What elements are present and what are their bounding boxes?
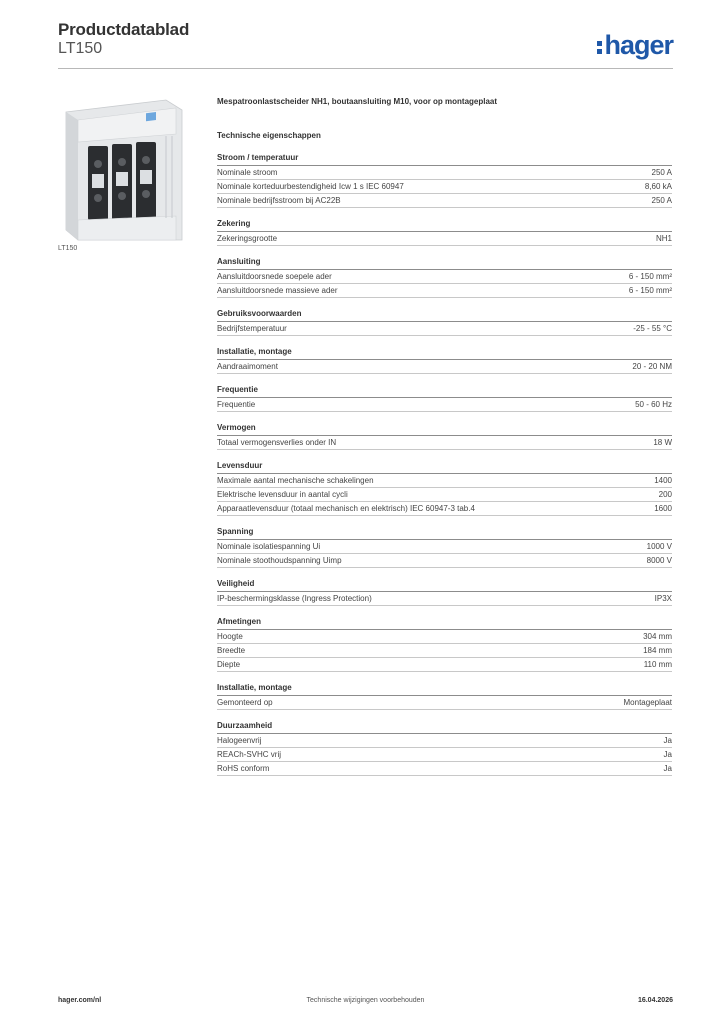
spec-group-title: Levensduur (217, 460, 672, 474)
spec-row (217, 436, 672, 450)
spec-group-title: Vermogen (217, 422, 672, 436)
spec-label: Aansluitdoorsnede soepele ader (217, 272, 332, 281)
spec-value: 1600 (654, 504, 672, 513)
section-title: Technische eigenschappen (217, 131, 321, 140)
spec-row (217, 322, 672, 336)
spec-value: 20 - 20 NM (632, 362, 672, 371)
spec-label: REACh-SVHC vrij (217, 750, 282, 759)
spec-label: Gemonteerd op (217, 698, 273, 707)
product-image (58, 94, 188, 242)
spec-group (217, 616, 672, 672)
footer-website-link[interactable]: hager.com/nl (58, 997, 102, 1004)
product-code: LT150 (58, 40, 103, 57)
spec-group (217, 682, 672, 710)
spec-label: Elektrische levensduur in aantal cycli (217, 490, 348, 499)
spec-row (217, 232, 672, 246)
spec-row (217, 554, 672, 568)
spec-groups (217, 152, 672, 776)
spec-value: Montageplaat (623, 698, 672, 707)
spec-label: Breedte (217, 646, 246, 655)
spec-row (217, 488, 672, 502)
spec-group (217, 422, 672, 450)
spec-group-title: Zekering (217, 218, 672, 232)
footer-disclaimer: Technische wijzigingen voorbehouden (306, 997, 425, 1004)
spec-group-title: Installatie, montage (217, 346, 672, 360)
spec-value: 18 W (653, 438, 672, 447)
spec-group (217, 578, 672, 606)
page-header (58, 20, 673, 68)
hager-logo[interactable] (597, 28, 673, 62)
page-footer (58, 997, 673, 1009)
spec-group (217, 460, 672, 516)
spec-content (217, 96, 672, 786)
spec-label: Aandraaimoment (217, 362, 278, 371)
spec-value: 250 A (651, 168, 672, 177)
spec-group-title: Installatie, montage (217, 682, 672, 696)
spec-label: Zekeringsgrootte (217, 234, 278, 243)
spec-value: 50 - 60 Hz (635, 400, 672, 409)
logo-text: hager (604, 29, 673, 60)
spec-group (217, 720, 672, 776)
spec-value: 1000 V (646, 542, 672, 551)
spec-value: 110 mm (643, 660, 672, 669)
spec-row (217, 696, 672, 710)
spec-group (217, 152, 672, 208)
spec-group-title: Spanning (217, 526, 672, 540)
spec-label: Bedrijfstemperatuur (217, 324, 287, 333)
footer-date: 16.04.2026 (637, 997, 673, 1004)
spec-value: IP3X (654, 594, 672, 603)
spec-row (217, 180, 672, 194)
spec-label: Halogeenvrij (217, 736, 262, 745)
spec-label: Totaal vermogensverlies onder IN (217, 438, 337, 447)
spec-group-title: Duurzaamheid (217, 720, 672, 734)
spec-group (217, 308, 672, 336)
spec-row (217, 360, 672, 374)
spec-value: 6 - 150 mm² (628, 272, 672, 281)
spec-row (217, 284, 672, 298)
spec-group-title: Aansluiting (217, 256, 672, 270)
spec-row (217, 270, 672, 284)
spec-value: NH1 (655, 234, 672, 243)
spec-row (217, 630, 672, 644)
spec-value: 8,60 kA (644, 182, 672, 191)
spec-label: Nominale korteduurbestendigheid Icw 1 s IEC 60947 (217, 182, 404, 191)
spec-group-title: Stroom / temperatuur (217, 152, 672, 166)
spec-value: 6 - 150 mm² (628, 286, 672, 295)
spec-row (217, 658, 672, 672)
spec-row (217, 166, 672, 180)
spec-label: Diepte (217, 660, 241, 669)
spec-group-title: Afmetingen (217, 616, 672, 630)
spec-group (217, 256, 672, 298)
spec-label: RoHS conform (217, 764, 270, 773)
header-divider (58, 68, 673, 69)
spec-value: Ja (663, 750, 672, 759)
spec-row (217, 194, 672, 208)
spec-label: Aansluitdoorsnede massieve ader (217, 286, 338, 295)
spec-label: Nominale stroom (217, 168, 278, 177)
spec-row (217, 592, 672, 606)
spec-label: Maximale aantal mechanische schakelingen (217, 476, 374, 485)
spec-row (217, 762, 672, 776)
spec-label: Nominale bedrijfsstroom bij AC22B (217, 196, 341, 205)
spec-value: -25 - 55 °C (633, 324, 672, 333)
image-caption: LT150 (58, 245, 78, 252)
spec-value: 8000 V (646, 556, 672, 565)
spec-value: Ja (663, 736, 672, 745)
spec-value: 200 (658, 490, 672, 499)
spec-value: 250 A (651, 196, 672, 205)
spec-row (217, 474, 672, 488)
spec-label: Hoogte (217, 632, 243, 641)
spec-label: Nominale isolatiespanning Ui (217, 542, 321, 551)
page-title: Productdatablad (58, 20, 190, 39)
spec-group-title: Frequentie (217, 384, 672, 398)
spec-label: Apparaatlevensduur (totaal mechanisch en elektrisch) IEC 60947-3 tab.4 (217, 504, 475, 513)
spec-row (217, 734, 672, 748)
spec-row (217, 644, 672, 658)
spec-value: Ja (663, 764, 672, 773)
spec-group-title: Gebruiksvoorwaarden (217, 308, 672, 322)
spec-row (217, 540, 672, 554)
spec-label: IP-beschermingsklasse (Ingress Protection) (217, 594, 372, 603)
spec-group (217, 384, 672, 412)
spec-label: Frequentie (217, 400, 256, 409)
product-description: Mespatroonlastscheider NH1, boutaansluiting M10, voor op montageplaat (217, 97, 498, 106)
spec-value: 304 mm (643, 632, 672, 641)
spec-group (217, 346, 672, 374)
spec-row (217, 748, 672, 762)
spec-group (217, 218, 672, 246)
spec-group (217, 526, 672, 568)
spec-row (217, 502, 672, 516)
spec-value: 184 mm (643, 646, 672, 655)
spec-row (217, 398, 672, 412)
spec-value: 1400 (654, 476, 672, 485)
spec-group-title: Veiligheid (217, 578, 672, 592)
spec-label: Nominale stoothoudspanning Uimp (217, 556, 342, 565)
logo-colon-icon (597, 41, 602, 54)
